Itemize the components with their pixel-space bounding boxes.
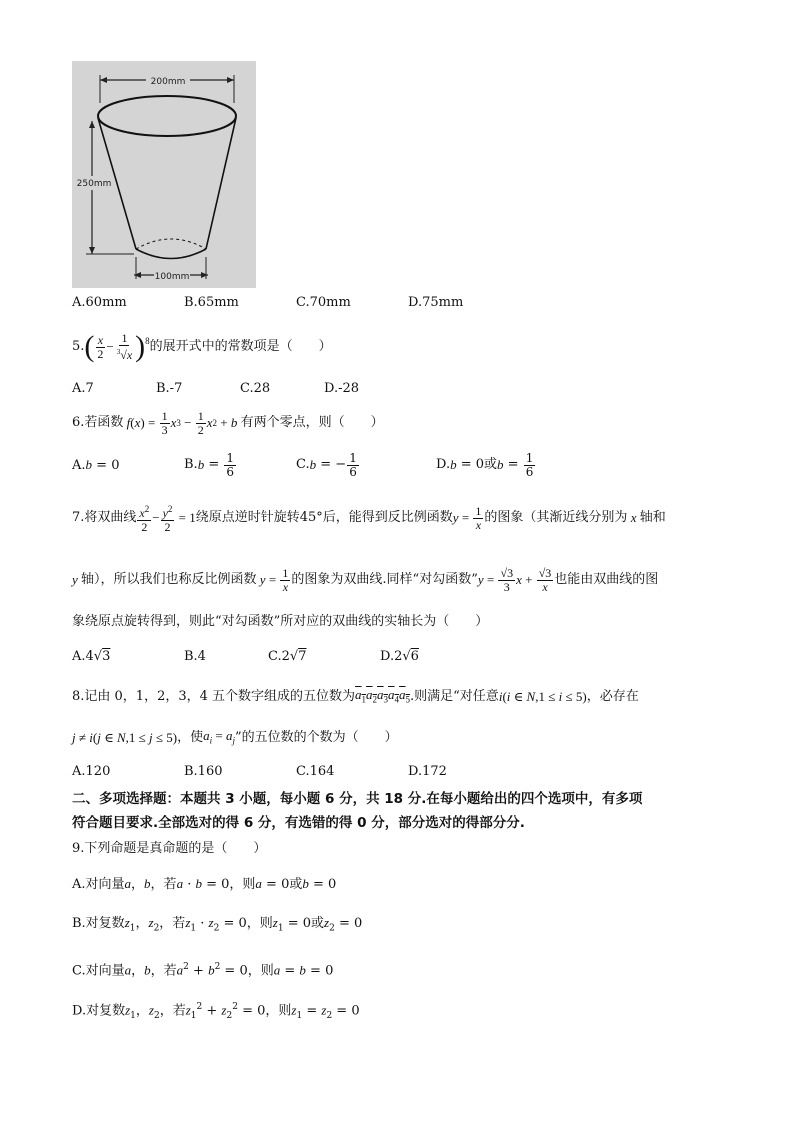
q8-text-2: ，必存在: [586, 689, 639, 704]
q8-number-notation: $a_1a_2a_3a_4a_5$: [355, 686, 411, 705]
q7-text-1: 绕原点逆时针旋转45°后，能得到反比例函数: [195, 510, 453, 525]
q8-options: [72, 763, 672, 781]
q6-stem-text: 有两个零点，则（ ）: [240, 415, 384, 430]
q7-text-3: 轴和: [639, 510, 666, 525]
q8-text-4: ”的五位数的个数为（ ）: [235, 730, 398, 745]
q6-lead: 6.若函数: [72, 415, 124, 430]
q4-option-d: D.75mm: [408, 295, 464, 310]
q4-option-a: A.60mm: [72, 295, 127, 310]
q7-line1: 7.将双曲线 $\frac{x^2}{2}$ − $\frac{y^2}{2}$ = 1 绕原点逆时针旋转45°后，能得到反比例函数 y = $\frac{1}{x}$ 的图象（其渐近线分别为 x 轴和: [72, 503, 666, 534]
q7-line2: y 轴），所以我们也称反比例函数 y = $\frac{1}{x}$ 的图象为双曲线.同样“对勾函数” y = $\frac{√3}{3}$ x + $\frac{√3}{x}$ 也能由双曲线的图: [72, 565, 659, 594]
q8-option-a: A.120: [72, 764, 111, 779]
q7-line3: [72, 613, 488, 631]
q5-options: [72, 380, 672, 398]
q5-option-c: C.28: [240, 381, 271, 396]
q6-option-b: B. b = $\frac{1}{6}$: [184, 450, 234, 479]
q7-option-c: C.2√7: [268, 649, 307, 664]
q7-inverse-func: y = $\frac{1}{x}$: [452, 503, 482, 532]
q6-option-a: A.b = 0: [72, 457, 120, 473]
q5-option-b: B.-7: [156, 381, 183, 396]
q8-lead: 8.记由 0，1，2，3，4 五个数字组成的五位数为: [72, 689, 356, 704]
q8-line2: j ≠ i(j ∈ N,1 ≤ j ≤ 5) ，使 $a_i = a_j$ ”的五位数的个数为（ ）: [72, 727, 398, 746]
q5-expression: ( $\frac{x}{2}$ − $\frac{1}{^3√x}$ ) $^8$: [84, 330, 150, 363]
q5-option-a: A.7: [72, 381, 94, 396]
q6-option-c: C. b = − $\frac{1}{6}$: [296, 450, 357, 479]
q7-lead: 7.将双曲线: [72, 510, 137, 525]
q8-text-1: .则满足“对任意: [410, 689, 499, 704]
q4-option-b: B.65mm: [184, 295, 239, 310]
q7-hyperbola: $\frac{x^2}{2}$ − $\frac{y^2}{2}$ = 1: [139, 503, 196, 534]
q9-option-a: A.对向量a，b，若a · b = 0，则a = 0或b = 0: [72, 876, 337, 892]
q8-option-d: D.172: [408, 764, 447, 779]
q6-stem: [72, 404, 384, 442]
q7-text-2: 的图象（其渐近线分别为: [484, 510, 628, 525]
q4-options: [72, 294, 672, 312]
q7-text-7: 象绕原点旋转得到，则此“对勾函数”所对应的双曲线的实轴长为（ ）: [72, 614, 489, 629]
q7-options: [72, 648, 672, 666]
top-dimension-label: 200mm: [150, 77, 186, 87]
q5-stem: [72, 326, 332, 368]
q6-options: [72, 446, 692, 484]
q5-option-d: D.-28: [324, 381, 360, 396]
q7-text-5: 的图象为双曲线.同样“对勾函数”: [291, 572, 478, 587]
q8-line1: 8.记由 0，1，2，3，4 五个数字组成的五位数为 $a_1a_2a_3a_4a_5$ .则满足“对任意 i(i ∈ N,1 ≤ i ≤ 5) ，必存在: [72, 687, 639, 707]
q4-option-c: C.70mm: [296, 295, 351, 310]
section2-heading-line2: 符合题目要求.全部选对的得 6 分，有选错的得 0 分，部分选对的得部分分.: [72, 815, 525, 831]
q9-option-b: B.对复数$z_1$，$z_2$，若$z_1 \cdot z_2 = 0$，则$z_1 = 0$或$z_2 = 0$: [72, 915, 363, 934]
q5-stem-text: 的展开式中的常数项是（ ）: [149, 339, 332, 354]
q7-tick-func: y = $\frac{√3}{3}$ x + $\frac{√3}{x}$: [477, 565, 552, 594]
q7-text-6: 也能由双曲线的图: [554, 572, 659, 587]
q8-option-c: C.164: [296, 764, 335, 779]
q9-option-d: D.对复数$z_1$，$z_2$，若$z_1^2 + z_2^2 = 0$，则$z_1 = z_2 = 0$: [72, 1002, 360, 1021]
q7-option-a: A.4√3: [72, 649, 111, 664]
q8-text-3: ，使: [177, 730, 204, 745]
section2-heading-line1: 二、多项选择题：本题共 3 小题，每小题 6 分，共 18 分.在每小题给出的四个选项中，有多项: [72, 791, 643, 807]
q6-function: f ( x ) = $\frac{1}{3}$ x 3 − $\frac{1}{2}$ x 2 + b: [123, 408, 241, 437]
q9-option-c: C.对向量a，b，若$a^2 + b^2 = 0$，则a = b = 0: [72, 962, 334, 979]
q5-number: 5.: [72, 339, 85, 354]
q8-option-b: B.160: [184, 764, 223, 779]
q7-option-d: D.2√6: [380, 649, 419, 664]
q9-stem: 9.下列命题是真命题的是（ ）: [72, 841, 267, 856]
height-dimension-label: 250mm: [76, 179, 112, 189]
q7-text-4: 轴），所以我们也称反比例函数: [81, 572, 257, 587]
bucket-figure: [72, 61, 256, 288]
q7-option-b: B.4: [184, 649, 206, 664]
q6-option-d: D. b = 0 或 b = $\frac{1}{6}$: [436, 450, 534, 479]
bottom-dimension-label: 100mm: [154, 272, 190, 282]
